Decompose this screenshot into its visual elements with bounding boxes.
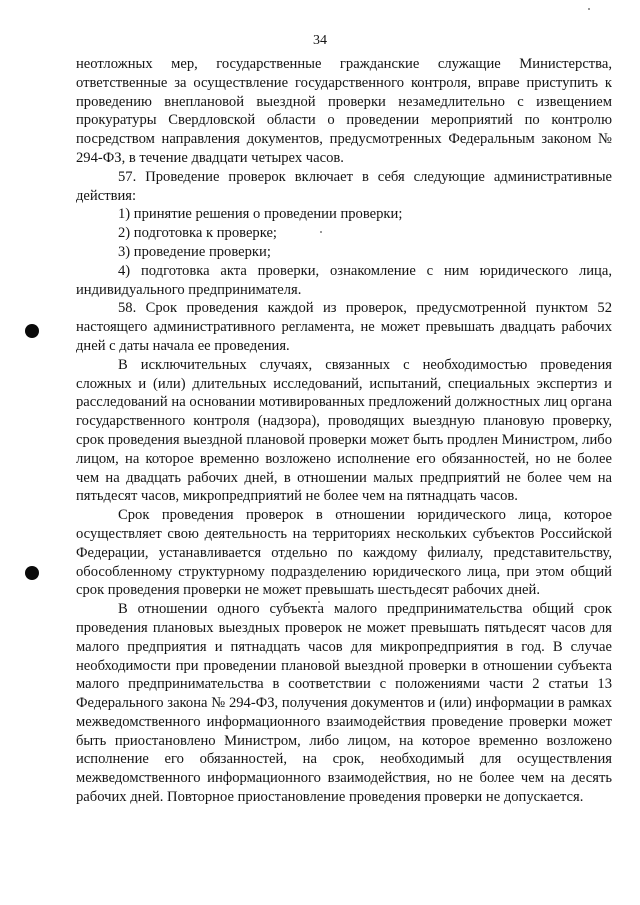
scan-speck — [588, 8, 590, 10]
list-item-4: 4) подготовка акта проверки, ознакомление с ним юридического лица, индивидуального предпринимателя. — [76, 262, 612, 298]
paragraph-continuation: неотложных мер, государственные гражданские служащие Министерства, ответственные за осуществление государственного контроля, вправе приступить к проведению внеплановой выездной проверки незамедлительно с извещением прокуратуры Свердловской области о проведении мероприятий по контролю посредством направления документов, предусмотренных Федеральным законом № 294-ФЗ, в течение двадцати четырех часов. — [76, 56, 612, 166]
paragraph-multi-region-term: Срок проведения проверок в отношении юридического лица, которое осуществляет свою деятельность на территориях нескольких субъектов Российской Федерации, устанавливается отдельно по каждому филиалу, представительству, обособленному структурному подразделению юридического лица, при этом общий срок проведения проверки не может превышать шестьдесят рабочих дней. — [76, 507, 612, 599]
paragraph-exceptional-cases: В исключительных случаях, связанных с необходимостью проведения сложных и (или) длительных исследований, испытаний, специальных экспертиз и расследований на основании мотивированных предложений должностных лиц органа государственного контроля (надзора), проводящих выездную плановую проверку, срок проведения выездной плановой проверки может быть продлен Министром, либо лицом, на которое временно возложено исполнение его обязанностей, но не более чем на двадцать рабочих дней, в отношении малых предприятий не более чем на пятьдесят часов, микропредприятий не более чем на пятнадцать часов. — [76, 356, 612, 505]
paragraph-58: 58. Срок проведения каждой из проверок, предусмотренной пунктом 52 настоящего административного регламента, не может превышать двадцать рабочих дней с даты начала ее проведения. — [76, 300, 612, 354]
paragraph-57: 57. Проведение проверок включает в себя следующие административные действия: — [76, 168, 612, 204]
punch-hole-mark — [25, 324, 39, 338]
list-item-1: 1) принятие решения о проведении проверки; — [118, 206, 403, 223]
page-number: 34 — [313, 33, 327, 48]
list-item-3: 3) проведение проверки; — [118, 243, 271, 260]
paragraph-small-business-term: В отношении одного субъекта малого предпринимательства общий срок проведения плановых выездных проверок не может превышать пятьдесят часов для малого предприятия и пятнадцать часов для микропредприятия в год. В случае необходимости при проведении плановой выездной проверки в отношении субъекта малого предпринимательства в соответствии с положениями части 2 статьи 13 Федерального закона № 294-ФЗ, получения документов и (или) информации в рамках межведомственного информационного взаимодействия проведение проверки может быть приостановлено Министром, либо лицом, на которое временно возложено исполнение его обязанностей, на срок, необходимый для осуществления межведомственного информационного взаимодействия, но не более чем на десять рабочих дней. Повторное приостановление проведения проверки не допускается. — [76, 601, 612, 806]
document-body — [76, 55, 612, 807]
list-item-2: 2) подготовка к проверке; — [118, 225, 277, 242]
punch-hole-mark — [25, 566, 39, 580]
